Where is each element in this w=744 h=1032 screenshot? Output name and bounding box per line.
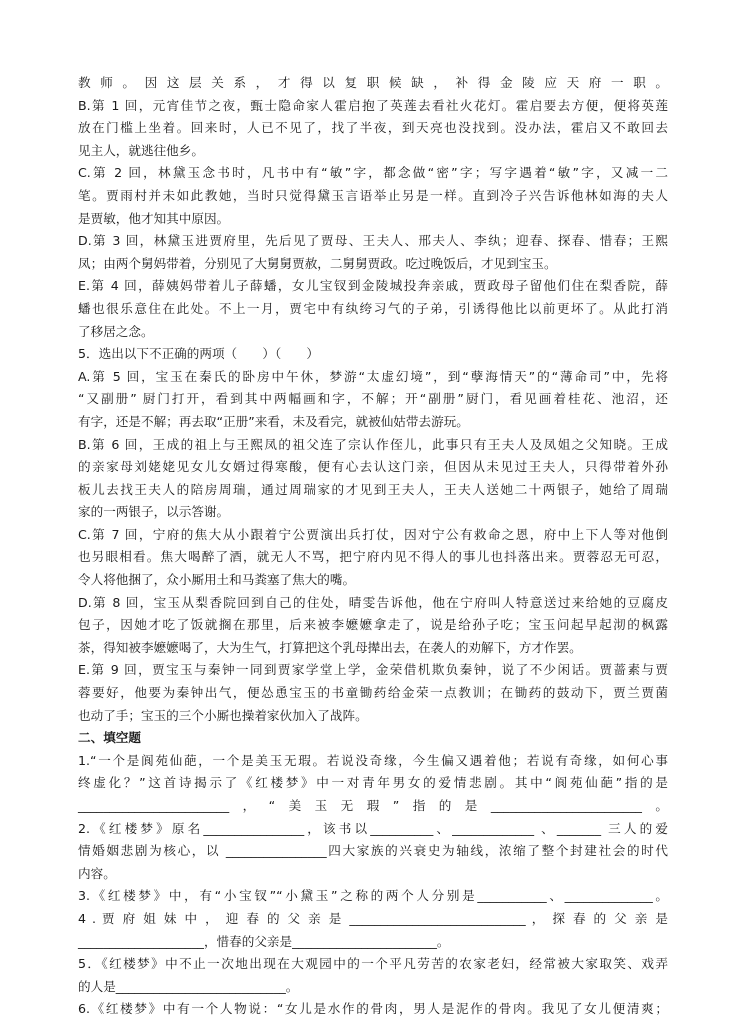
text-line: E.第 4 回，薛姨妈带着儿子薛蟠，女儿宝钗到金陵城投奔亲戚，贾政母子留他们住在梨香院，薛 <box>78 278 668 294</box>
text-line: 令人将他捆了，众小厮用土和马粪塞了焦大的嘴。 <box>78 572 356 588</box>
fill-blank-line: 4 . 贾 府 姐 妹 中 ， 迎 春 的 父 亲 是 ____________________________ ， 探 春 的 父 亲 是 <box>78 910 668 926</box>
text-line: 5．《红楼梦》中不止一次地出现在大观园中的一个平凡劳苦的农家老妇，经常被大家取笑、戏弄 <box>78 956 668 972</box>
text-line: 1.“一个是阆苑仙葩，一个是美玉无瑕。若说没奇缘，今生偏又遇着他；若说有奇缘，如何心事 <box>78 752 668 768</box>
text-line: 也动了手；宝玉的三个小厮也操着家伙加入了战阵。 <box>78 707 368 723</box>
text-line: 蟠也很乐意住在此处。不上一月，贾宅中有纨绔习气的子弟，引诱得他比以前更坏了。从此打消 <box>78 300 668 316</box>
fill-blank-line: ____________________，惜春的父亲是_______________________。 <box>78 933 450 949</box>
document-page <box>78 72 668 1021</box>
text-line: 包子，因她才吃了饭就搁在那里，后来被李嬷嬷拿走了，说是给孙子吃；宝玉问起早起沏的枫露 <box>78 617 668 633</box>
text-line: A.第 5 回，宝玉在秦氏的卧房中午休，梦游“太虚幻境”，到“孽海情天”的“薄命司”中，先将 <box>78 368 668 384</box>
text-line: 6.《红楼梦》中有一个人物说：“女儿是水作的骨肉，男人是泥作的骨肉。我见了女儿便清爽； <box>78 1001 668 1017</box>
text-line: 的亲家母刘姥姥见女儿女婿过得寒酸，便有心去认这门亲，但因从未见过王夫人，只得带着外孙 <box>78 459 668 475</box>
text-line: E.第 9 回，贾宝玉与秦钟一同到贾家学堂上学，金荣借机欺负秦钟，说了不少闲话。贾蔷素与贾 <box>78 662 668 678</box>
text-line: 茶，得知被李嬷嬷喝了，大为生气，打算把这个乳母撵出去，在袭人的劝解下，方才作罢。 <box>78 639 582 655</box>
text-line: D.第 8 回，宝玉从梨香院回到自己的住处，晴雯告诉他，他在宁府叫人特意送过来给她的豆腐皮 <box>78 594 668 610</box>
question-5-stem: 5．选出以下不正确的两项（ ）（ ） <box>78 346 319 362</box>
text-line: 了移居之念。 <box>78 323 154 339</box>
text-line: B.第 1 回，元宵佳节之夜，甄士隐命家人霍启抱了英莲去看社火花灯。霍启要去方便，便将英莲 <box>78 97 668 113</box>
text-line: C.第 7 回，宁府的焦大从小跟着宁公贾演出兵打仗，因对宁公有救命之恩，府中上下人等对他倒 <box>78 526 668 542</box>
text-line: B.第 6 回，王成的祖上与王熙凤的祖父连了宗认作侄儿，此事只有王夫人及凤姐之父知晓。王成 <box>78 436 668 452</box>
fill-blank-line: ________________________，“美玉无瑕”指的是________________________。 <box>78 798 668 813</box>
fill-blank-line: 3.《红楼梦》中，有“小宝钗”“小黛玉”之称的两个人分别是___________、______________。 <box>78 888 668 904</box>
text-line: 见主人，就逃往他乡。 <box>78 142 204 158</box>
text-line: C.第 2 回，林黛玉念书时，凡书中有“敏”字，都念做“密”字；写字遇着“敏”字，又减一二 <box>78 165 668 181</box>
text-line: D.第 3 回，林黛玉进贾府里，先后见了贾母、王夫人、邢夫人、李纨；迎春、探春、惜春；王熙 <box>78 233 668 249</box>
text-line: 内容。 <box>78 865 116 881</box>
fill-blank-line: 的人是___________________________。 <box>78 978 299 994</box>
text-line: “又副册” 厨门打开，看到其中两幅画和字，不解；开“副册”厨门，看见画着桂花、池沼，还 <box>78 391 668 407</box>
text-line: 教师。因这层关系，才得以复职候缺，补得金陵应天府一职。 <box>78 75 668 90</box>
text-line: 放在门槛上坐着。回来时，人已不见了，找了半夜，到天亮也没找到。没办法，霍启又不敢回去 <box>78 120 668 136</box>
text-line: 有字，还是不解；再去取“正册”来看，未及看完，就被仙姑带去游玩。 <box>78 413 469 429</box>
text-line: 笔。贾雨村并未如此教她，当时只觉得黛玉言语举止另是一样。直到冷子兴告诉他林如海的夫人 <box>78 187 668 203</box>
text-line: 终虚化？”这首诗揭示了《红楼梦》中一对青年男女的爱情悲剧。其中“阆苑仙葩”指的是 <box>78 775 668 791</box>
text-line: 蓉要好，他要为秦钟出气，便怂恿宝玉的书童锄药给金荣一点教训；在锄药的鼓动下，贾兰贾菌 <box>78 685 668 701</box>
text-line: 板儿去找王夫人的陪房周瑞，通过周瑞家的才见到王夫人，王夫人送她二十两银子，她给了周瑞 <box>78 481 668 497</box>
section-heading-fill-in: 二、填空题 <box>78 730 141 746</box>
text-line: 家的一两银子，以示答谢。 <box>78 504 230 520</box>
text-line: 凤；由两个舅妈带着，分别见了大舅舅贾赦，二舅舅贾政。吃过晚饭后，才见到宝玉。 <box>78 255 557 271</box>
text-line: 也另眼相看。焦大喝醉了酒，就无人不骂，把宁府内见不得人的事儿也抖落出来。贾蓉忍无可忍， <box>78 549 668 565</box>
fill-blank-line: 情婚姻悲剧为核心，以 ________________四大家族的兴衰史为轴线，浓缩了整个封建社会的时代 <box>78 843 668 859</box>
fill-blank-line: 2.《红楼梦》原名________________，该书以__________、_____________ 、_______ 三人的爱 <box>78 820 668 836</box>
text-line: 是贾敏，他才知其中原因。 <box>78 210 230 226</box>
